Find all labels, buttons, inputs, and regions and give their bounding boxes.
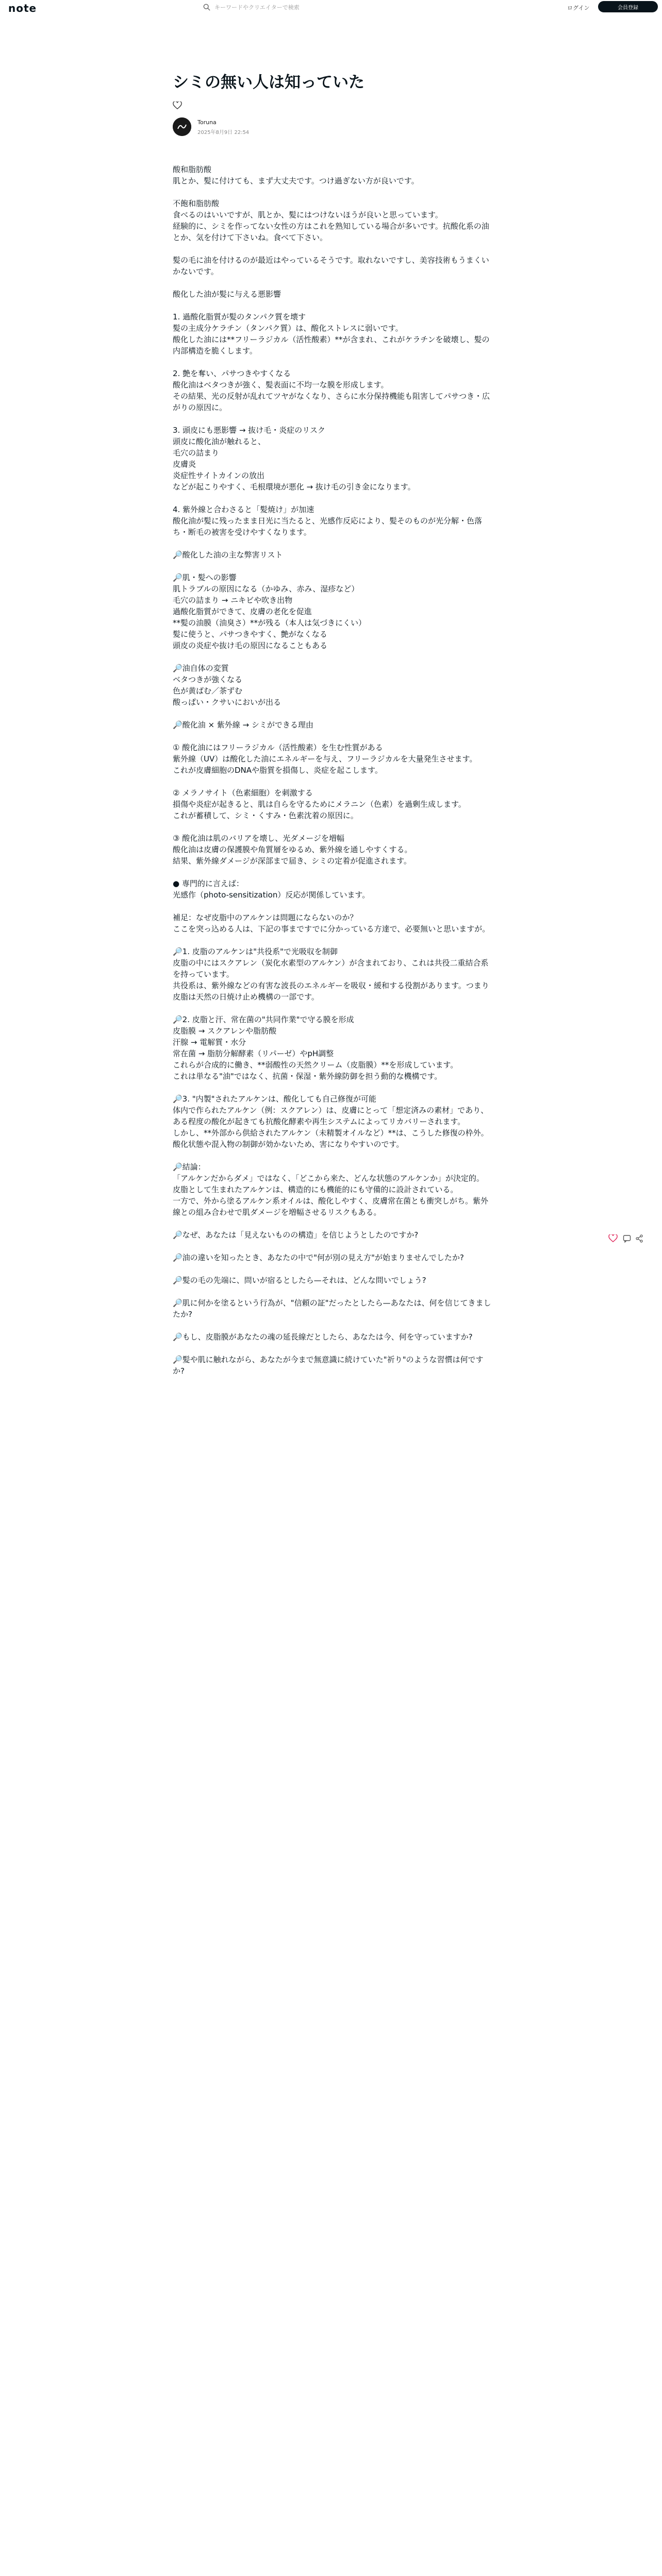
body-paragraph — [173, 708, 492, 719]
body-paragraph: これは単なる"油"ではなく、抗菌・保湿・紫外線防御を担う動的な機構です。 — [173, 1072, 442, 1081]
body-paragraph: 常在菌 → 脂肪分解酵素（リパーゼ）やpH調整 — [173, 1049, 334, 1058]
body-paragraph: 🔎髪の毛の先端に、問いが宿るとしたら—それは、どんな問いでしょう? — [173, 1276, 426, 1285]
body-paragraph — [173, 1286, 492, 1297]
comment-icon[interactable] — [623, 1234, 631, 1243]
body-paragraph: 髪の主成分ケラチン（タンパク質）は、酸化ストレスに弱いです。 — [173, 324, 403, 333]
body-paragraph: 汗腺 → 電解質・水分 — [173, 1038, 246, 1047]
author-row[interactable] — [173, 117, 379, 136]
body-paragraph: 🔎なぜ、あなたは「見えないものの構造」を信じようとしたのですか? — [173, 1230, 419, 1240]
body-paragraph: 頭皮に酸化油が触れると、 — [173, 437, 266, 446]
body-paragraph: 色が黄ばむ／茶ずむ — [173, 686, 243, 696]
body-paragraph — [173, 1218, 492, 1229]
body-paragraph: 酸化した油には**フリーラジカル（活性酸素）**が含まれ、これがケラチンを破壊し、髪の内部構造を脆くします。 — [173, 335, 490, 355]
body-paragraph: 🔎肌に何かを塗るという行為が、"信頼の証"だったとしたら—あなたは、何を信じてきましたか? — [173, 1298, 491, 1319]
heart-icon[interactable] — [173, 101, 182, 110]
body-paragraph: 酸化油は皮膚の保護膜や角質層をゆるめ、紫外線を通しやすくする。 — [173, 845, 412, 854]
body-paragraph: 酸化油が髪に残ったまま日光に当たると、光感作反応により、髪そのものが光分解・色落ち・断毛の被害を受けやすくなります。 — [173, 516, 483, 537]
body-paragraph — [173, 776, 492, 787]
note-logo[interactable]: note — [8, 2, 37, 14]
avatar-logo-icon — [173, 117, 191, 136]
body-paragraph: ● 専門的に言えば： — [173, 879, 244, 888]
body-paragraph: **髪の油膜（油臭さ）**が残る（本人は気づきにくい） — [173, 618, 367, 628]
body-paragraph: これが皮膚細胞のDNAや脂質を損傷し、炎症を起こします。 — [173, 766, 383, 775]
body-paragraph — [173, 935, 492, 946]
body-paragraph: 🔎酸化した油の主な弊害リスト — [173, 550, 283, 560]
body-paragraph: 🔎髪や肌に触れながら、あなたが今まで無意識に続けていた"祈り"のような習慣は何ですか? — [173, 1355, 484, 1376]
body-paragraph: 結果、紫外線ダメージが深部まで届き、シミの定着が促進されます。 — [173, 856, 411, 866]
body-paragraph: 酸和脂肪酸 — [173, 165, 212, 174]
body-paragraph — [173, 901, 492, 912]
avatar[interactable] — [173, 117, 191, 136]
body-paragraph: 🔎油自体の変質 — [173, 664, 229, 673]
body-paragraph: 4. 紫外線と合わさると「髪焼け」が加速 — [173, 505, 315, 514]
share-icon[interactable] — [635, 1234, 643, 1243]
body-paragraph: 2. 艶を奪い、パサつきやすくなる — [173, 369, 291, 378]
body-paragraph: 髪の毛に油を付けるのが最近はやっているそうです。取れないですし、美容技術もうまくいかないです。 — [173, 256, 489, 276]
body-paragraph: 一方で、外から塗るアルケン系オイルは、酸化しやすく、皮膚常在菌とも衝突しがち。紫外線との組み合わせで肌ダメージを増幅させるリスクもある。 — [173, 1196, 489, 1217]
body-paragraph: 🔎1. 皮脂のアルケンは"共役系"で光吸収を制御 — [173, 947, 338, 956]
body-paragraph: 🔎3. "内製"されたアルケンは、酸化しても自己修復が可能 — [173, 1094, 376, 1104]
body-paragraph: 酸っぱい・クサいにおいが出る — [173, 698, 282, 707]
body-paragraph: 毛穴の詰まり → ニキビや吹き出物 — [173, 596, 293, 605]
body-paragraph — [173, 1003, 492, 1014]
body-paragraph — [173, 561, 492, 572]
body-paragraph: 皮脂膜 → スクアレンや脂肪酸 — [173, 1026, 277, 1036]
body-paragraph — [173, 300, 492, 311]
body-paragraph: 酸化した油が髪に与える悪影響 — [173, 290, 282, 299]
body-paragraph: 🔎結論： — [173, 1162, 206, 1172]
body-paragraph: 毛穴の詰まり — [173, 448, 220, 457]
body-paragraph: ここを突っ込める人は、下記の事まですでに分かっている方達で、必要無いと思いますが。 — [173, 924, 490, 934]
body-paragraph: 補足：なぜ皮脂中のアルケンは問題にならないのか？ — [173, 913, 358, 922]
body-paragraph: 🔎2. 皮脂と汗、常在菌の"共同作業"で守る膜を形成 — [173, 1015, 354, 1024]
body-paragraph: などが起こりやすく、毛根環境が悪化 → 抜け毛の引き金になります。 — [173, 482, 416, 492]
body-paragraph: 皮脂の中にはスクアレン（炭化水素型のアルケン）が含まれており、これは共役二重結合系を持っています。 — [173, 958, 489, 979]
heart-icon[interactable] — [608, 1234, 618, 1243]
body-paragraph — [173, 277, 492, 289]
body-paragraph: 損傷や炎症が起きると、肌は自らを守るためにメラニン（色素）を過剰生成します。 — [173, 800, 466, 809]
body-paragraph: 皮脂として生まれたアルケンは、構造的にも機能的にも守備的に設計されている。 — [173, 1185, 458, 1194]
body-paragraph: 1. 過酸化脂質が髪のタンパク質を壊す — [173, 312, 306, 321]
body-paragraph — [173, 187, 492, 198]
body-paragraph: ② メラノサイト（色素細胞）を刺激する — [173, 788, 313, 798]
body-paragraph — [173, 1150, 492, 1161]
body-paragraph — [173, 731, 492, 742]
body-paragraph: 共役系は、紫外線などの有害な波長のエネルギーを吸収・緩和する役割があります。つまり皮脂は天然の日焼け止め機構の一部です。 — [173, 981, 489, 1002]
body-paragraph: これらが合成的に働き、**弱酸性の天然クリーム（皮脂膜）**を形成しています。 — [173, 1060, 458, 1070]
search-icon — [203, 4, 210, 11]
body-paragraph — [173, 1082, 492, 1093]
body-paragraph: 肌とか、髪に付けても、まず大丈夫です。つけ過ぎない方が良いです。 — [173, 176, 419, 185]
signup-button[interactable]: 会員登録 — [598, 1, 658, 12]
body-paragraph — [173, 413, 492, 425]
body-paragraph: 🔎肌・髪への影響 — [173, 573, 237, 582]
body-paragraph — [173, 1320, 492, 1331]
body-paragraph — [173, 1343, 492, 1354]
body-paragraph — [173, 651, 492, 663]
body-paragraph: 肌トラブルの原因になる（かゆみ、赤み、湿疹など） — [173, 584, 359, 594]
body-paragraph: 皮膚炎 — [173, 460, 196, 469]
body-paragraph: しかし、**外部から供給されたアルケン（未精製オイルなど）**は、こうした修復の枠外。酸化状態や混入物の制御が効かないため、害になりやすいのです。 — [173, 1128, 489, 1149]
body-paragraph: 髪に使うと、パサつきやすく、艶がなくなる — [173, 630, 327, 639]
body-paragraph: 光感作（photo-sensitization）反応が関係しています。 — [173, 890, 370, 900]
body-paragraph: 3. 頭皮にも悪影響 → 抜け毛・炎症のリスク — [173, 426, 325, 435]
body-paragraph: 🔎もし、皮脂膜があなたの魂の延長線だとしたら、あなたは今、何を守っていますか? — [173, 1332, 473, 1342]
body-paragraph: 🔎酸化油 × 紫外線 → シミができる理由 — [173, 720, 313, 730]
article-body — [173, 164, 492, 1377]
body-paragraph — [173, 1263, 492, 1275]
body-paragraph: その結果、光の反射が乱れてツヤがなくなり、さらに水分保持機能も阻害してパサつき・広がりの原因に。 — [173, 392, 490, 412]
login-link[interactable]: ログイン — [567, 5, 590, 11]
body-paragraph — [173, 1241, 492, 1252]
body-paragraph: 不飽和脂肪酸 — [173, 199, 220, 208]
search-input[interactable] — [214, 4, 421, 11]
body-paragraph: 🔎油の違いを知ったとき、あなたの中で"何が別の見え方"が始まりませんでしたか? — [173, 1253, 464, 1262]
body-paragraph — [173, 867, 492, 878]
body-paragraph: 体内で作られたアルケン（例：スクアレン）は、皮膚にとって「想定済みの素材」であり、ある程度の酸化が起きても抗酸化酵素や再生システムによってリカバリーされます。 — [173, 1106, 489, 1126]
body-paragraph: 炎症性サイトカインの放出 — [173, 471, 265, 480]
body-paragraph — [173, 538, 492, 549]
body-paragraph: 食べるのはいいですが、肌とか、髪にはつけないほうが良いと思っています。 — [173, 210, 443, 219]
body-paragraph — [173, 357, 492, 368]
body-paragraph: ③ 酸化油は肌のバリアを壊し、光ダメージを増幅 — [173, 834, 344, 843]
author-name[interactable]: Toruna — [197, 119, 217, 126]
post-date: 2025年8月9日 22:54 — [197, 130, 250, 135]
body-paragraph: 経験的に、シミを作ってない女性の方はこれを熟知している場合が多いです。抗酸化系の油とか、気を付けて下さいね。食べて下さい。 — [173, 222, 489, 242]
body-paragraph: 「アルケンだからダメ」ではなく、「どこから来た、どんな状態のアルケンか」が決定的。 — [173, 1174, 484, 1183]
body-paragraph — [173, 243, 492, 255]
body-paragraph — [173, 493, 492, 504]
body-paragraph: ベタつきが強くなる — [173, 675, 243, 684]
body-paragraph — [173, 821, 492, 833]
body-paragraph: これが蓄積して、シミ・くすみ・色素沈着の原因に。 — [173, 811, 358, 820]
body-paragraph: 酸化油はベタつきが強く、髪表面に不均一な膜を形成します。 — [173, 380, 389, 389]
article-title: シミの無い人は知っていた — [173, 73, 365, 92]
side-share-rail — [608, 1233, 644, 1244]
body-paragraph: ① 酸化油にはフリーラジカル（活性酸素）を生む性質がある — [173, 743, 383, 752]
body-paragraph: 紫外線（UV）は酸化した油にエネルギーを与え、フリーラジカルを大量発生させます。 — [173, 754, 477, 764]
search-box[interactable] — [201, 2, 464, 13]
site-header — [0, 0, 662, 14]
body-paragraph: 頭皮の炎症や抜け毛の原因になることもある — [173, 641, 328, 650]
body-paragraph: 過酸化脂質ができて、皮膚の老化を促進 — [173, 607, 312, 616]
